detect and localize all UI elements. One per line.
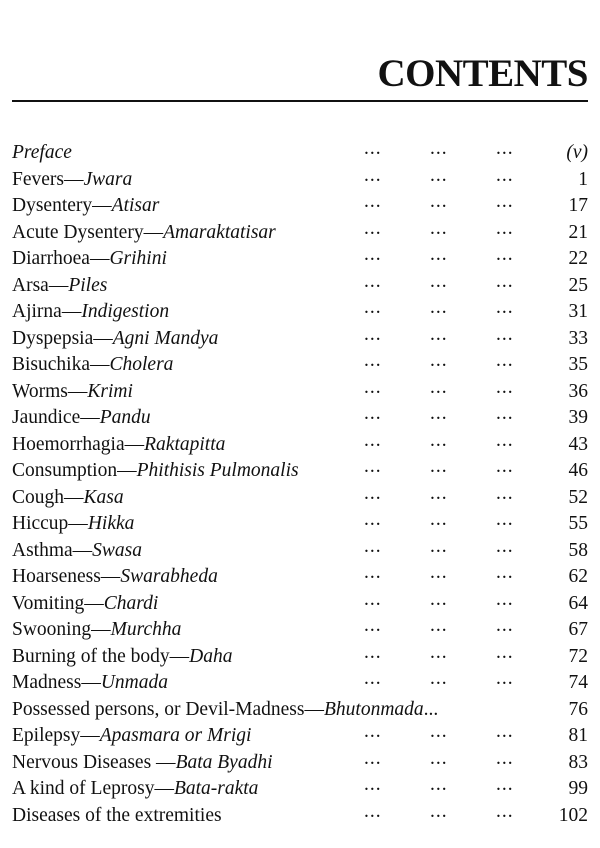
toc-entry-sanskrit: Atisar — [111, 195, 160, 216]
leader-dots: ... — [364, 588, 382, 610]
toc-entry-title — [12, 405, 151, 432]
leader-dots: ... — [496, 668, 514, 689]
leader-dots: ... — [496, 217, 514, 239]
toc-entry-english: Diseases of the extremities — [12, 804, 222, 826]
toc-entry-title — [12, 485, 124, 512]
toc-entry-sanskrit: Raktapitta — [144, 433, 226, 455]
toc-entry-title — [12, 670, 168, 697]
leader-dots: ... — [496, 297, 514, 318]
leader-dots: ... — [496, 244, 514, 265]
toc-entry-sanskrit: Bata Byadhi — [175, 751, 273, 773]
toc-entry-page-number: 74 — [568, 672, 588, 693]
toc-entry-sanskrit: Chardi — [103, 592, 159, 614]
leader-dots: ... — [430, 456, 448, 477]
leader-dots: ... — [496, 164, 514, 186]
leader-dots: ... — [496, 615, 514, 636]
toc-entry-page-number: 36 — [568, 380, 588, 402]
toc-entry-sanskrit: Preface — [12, 142, 72, 163]
leader-dots: ... — [496, 350, 514, 371]
toc-entry-english: Asthma— — [12, 539, 93, 561]
leader-dots: ... — [430, 562, 448, 583]
toc-entry-page-number: 64 — [568, 592, 588, 614]
leader-dots: ... — [430, 323, 448, 345]
toc-entry-sanskrit: Bata-rakta — [173, 778, 259, 799]
toc-entry-sanskrit: Swasa — [92, 539, 143, 561]
leader-dots: ... — [496, 456, 514, 477]
leader-dots: ... — [430, 297, 448, 318]
leader-dots: ... — [496, 588, 514, 610]
leader-dots: ... — [430, 403, 448, 424]
leader-dots: ... — [364, 297, 382, 318]
leader-dots: ... — [364, 270, 382, 292]
toc-entry-title — [12, 750, 273, 777]
toc-entry-sanskrit: Indigestion — [81, 301, 170, 322]
leader-dots: ... — [430, 668, 448, 689]
leader-dots: ... — [496, 191, 514, 212]
leader-dots: ... — [430, 774, 448, 795]
leader-dots: ... — [496, 800, 514, 822]
toc-entry-title — [12, 458, 299, 485]
leader-dots: ... — [430, 721, 448, 742]
leader-dots: ... — [430, 482, 448, 504]
leader-dots: ... — [496, 641, 514, 663]
leader-dots: ... — [364, 191, 382, 212]
leader-dots: ... — [430, 217, 448, 239]
leader-dots: ... — [364, 482, 382, 504]
toc-entry-english: Swooning— — [12, 619, 111, 640]
toc-entry-english: A kind of Leprosy— — [12, 778, 174, 799]
toc-entry-english: Nervous Diseases — — [12, 751, 176, 773]
toc-entry-title — [12, 564, 218, 591]
leader-dots: ... — [364, 138, 382, 159]
toc-entry-english: Epilepsy— — [12, 725, 100, 746]
toc-entry-trailing-dots: ... — [423, 698, 439, 720]
leader-dots: ... — [430, 164, 448, 186]
page-title: CONTENTS — [377, 52, 588, 95]
leader-dots: ... — [364, 535, 382, 557]
leader-dots: ... — [430, 376, 448, 398]
toc-entry-sanskrit: Apasmara or Mrigi — [99, 725, 252, 746]
toc-entry-page-number: 72 — [568, 645, 588, 667]
title-rule — [12, 100, 588, 102]
leader-dots: ... — [496, 509, 514, 530]
toc-entry-english: Vomiting— — [12, 592, 104, 614]
leader-dots: ... — [496, 270, 514, 292]
toc-entry-title — [12, 617, 181, 644]
toc-entry-page-number: 55 — [568, 513, 588, 534]
toc-entry-title — [12, 379, 133, 406]
leader-dots: ... — [430, 588, 448, 610]
leader-dots: ... — [430, 509, 448, 530]
leader-dots: ... — [496, 562, 514, 583]
leader-dots: ... — [364, 800, 382, 822]
toc-entry-title — [12, 193, 159, 220]
toc-entry-page-number: 43 — [568, 433, 588, 455]
leader-dots: ... — [364, 562, 382, 583]
leader-dots: ... — [430, 350, 448, 371]
leader-dots: ... — [364, 641, 382, 663]
leader-dots: ... — [364, 350, 382, 371]
toc-entry-title — [12, 140, 72, 167]
toc-entry-english: Arsa— — [12, 274, 69, 296]
toc-entry — [12, 670, 588, 697]
leader-dots: ... — [364, 429, 382, 451]
leader-dots: ... — [364, 403, 382, 424]
toc-entry-sanskrit: Cholera — [109, 354, 174, 375]
toc-entry-page-number: 39 — [568, 407, 588, 428]
toc-entry-sanskrit: Piles — [68, 274, 108, 296]
leader-dots: ... — [364, 668, 382, 689]
toc-entry-title — [12, 432, 225, 459]
leader-dots: ... — [496, 535, 514, 557]
toc-entry-sanskrit: Bhutonmada — [323, 698, 424, 720]
leader-dots: ... — [430, 138, 448, 159]
toc-entry-title — [12, 511, 134, 538]
leader-dots: ... — [496, 403, 514, 424]
leader-dots: ... — [496, 747, 514, 769]
toc-entry-page-number: 35 — [568, 354, 588, 375]
toc-entry-sanskrit: Unmada — [100, 672, 168, 693]
toc-entry-english: Fevers— — [12, 168, 84, 190]
toc-entry-sanskrit: Kasa — [83, 486, 124, 508]
toc-entry-english: Dyspepsia— — [12, 327, 113, 349]
toc-entry-title — [12, 220, 276, 247]
toc-entry-title — [12, 246, 167, 273]
leader-dots: ... — [430, 270, 448, 292]
toc-entry-title — [12, 167, 132, 194]
toc-entry-sanskrit: Agni Mandya — [112, 327, 219, 349]
toc-entry-page-number: 67 — [568, 619, 588, 640]
leader-dots: ... — [364, 217, 382, 239]
leader-dots: ... — [496, 323, 514, 345]
leader-dots: ... — [430, 244, 448, 265]
toc-entry-page-number: 58 — [568, 539, 588, 561]
toc-entry-page-number: 102 — [558, 804, 588, 826]
toc-entry-english: Madness— — [12, 672, 101, 693]
toc-entry-page-number: 1 — [578, 168, 588, 190]
leader-dots: ... — [430, 800, 448, 822]
toc-entry-english: Diarrhoea— — [12, 248, 110, 269]
toc-entry-title — [12, 776, 258, 803]
toc-entry-sanskrit: Daha — [189, 645, 233, 667]
leader-dots: ... — [364, 774, 382, 795]
toc-entry-sanskrit: Murchha — [110, 619, 182, 640]
toc-entry-english: Bisuchika— — [12, 354, 110, 375]
toc-entry-title — [12, 803, 222, 830]
toc-entry-english: Ajirna— — [12, 301, 82, 322]
toc-entry-page-number: 81 — [568, 725, 588, 746]
leader-dots: ... — [364, 456, 382, 477]
toc-entry-english: Acute Dysentery— — [12, 221, 164, 243]
toc-entry-english: Burning of the body— — [12, 645, 190, 667]
toc-entry-page-number: 21 — [568, 221, 588, 243]
toc-entry-sanskrit: Grihini — [109, 248, 167, 269]
leader-dots: ... — [496, 482, 514, 504]
toc-entry-english: Hoarseness— — [12, 566, 121, 587]
leader-dots: ... — [496, 429, 514, 451]
toc-entry-english: Jaundice— — [12, 407, 100, 428]
toc-entry-page-number: 22 — [568, 248, 588, 269]
leader-dots: ... — [496, 376, 514, 398]
toc-entry-sanskrit: Swarabheda — [120, 566, 218, 587]
toc-entry-page-number: 99 — [568, 778, 588, 799]
toc-entry-page-number: 31 — [568, 301, 588, 322]
toc-entry-english: Cough— — [12, 486, 84, 508]
leader-dots: ... — [430, 191, 448, 212]
leader-dots: ... — [430, 641, 448, 663]
leader-dots: ... — [496, 138, 514, 159]
toc-entry-english: Hoemorrhagia— — [12, 433, 145, 455]
toc-entry-page-number: 33 — [568, 327, 588, 349]
toc-entry-english: Worms— — [12, 380, 88, 402]
toc-entry-page-number: 52 — [568, 486, 588, 508]
toc-entry-sanskrit: Phithisis Pulmonalis — [136, 460, 299, 481]
leader-dots: ... — [364, 164, 382, 186]
toc-entry-title — [12, 538, 142, 565]
toc-entry-sanskrit: Krimi — [87, 380, 133, 402]
toc-entry-title — [12, 326, 218, 353]
toc-entry-page-number: 76 — [568, 698, 588, 720]
leader-dots: ... — [430, 747, 448, 769]
toc-entry-title — [12, 352, 173, 379]
toc-entry-sanskrit: Amaraktatisar — [163, 221, 276, 243]
toc-entry-english: Dysentery— — [12, 195, 112, 216]
leader-dots: ... — [364, 747, 382, 769]
leader-dots: ... — [364, 615, 382, 636]
leader-dots: ... — [496, 774, 514, 795]
toc-entry — [12, 800, 588, 830]
leader-dots: ... — [364, 323, 382, 345]
leader-dots: ... — [364, 244, 382, 265]
toc-entry-page-number: 25 — [568, 274, 588, 296]
toc-entry-page-number: 62 — [568, 566, 588, 587]
toc-entry-english: Possessed persons, or Devil-Madness— — [12, 698, 324, 720]
leader-dots: ... — [430, 429, 448, 451]
leader-dots: ... — [430, 535, 448, 557]
toc-entry-sanskrit: Jwara — [83, 168, 133, 190]
leader-dots: ... — [496, 721, 514, 742]
toc-entry-title — [12, 299, 169, 326]
toc-entry-page-number: 46 — [568, 460, 588, 481]
toc-entry-sanskrit: Hikka — [87, 513, 135, 534]
toc-entry-title — [12, 273, 107, 300]
toc-entry-title — [12, 723, 251, 750]
table-of-contents — [12, 140, 588, 829]
toc-entry-sanskrit: Pandu — [99, 407, 151, 428]
toc-entry-page-number: (v) — [566, 142, 588, 163]
leader-dots: ... — [364, 509, 382, 530]
leader-dots: ... — [364, 721, 382, 742]
toc-entry-english: Consumption— — [12, 460, 137, 481]
leader-dots: ... — [430, 615, 448, 636]
toc-entry-page-number: 17 — [568, 195, 588, 216]
toc-entry-title — [12, 644, 232, 671]
leader-dots: ... — [364, 376, 382, 398]
toc-entry-page-number: 83 — [568, 751, 588, 773]
toc-entry-title — [12, 591, 158, 618]
toc-entry-english: Hiccup— — [12, 513, 88, 534]
